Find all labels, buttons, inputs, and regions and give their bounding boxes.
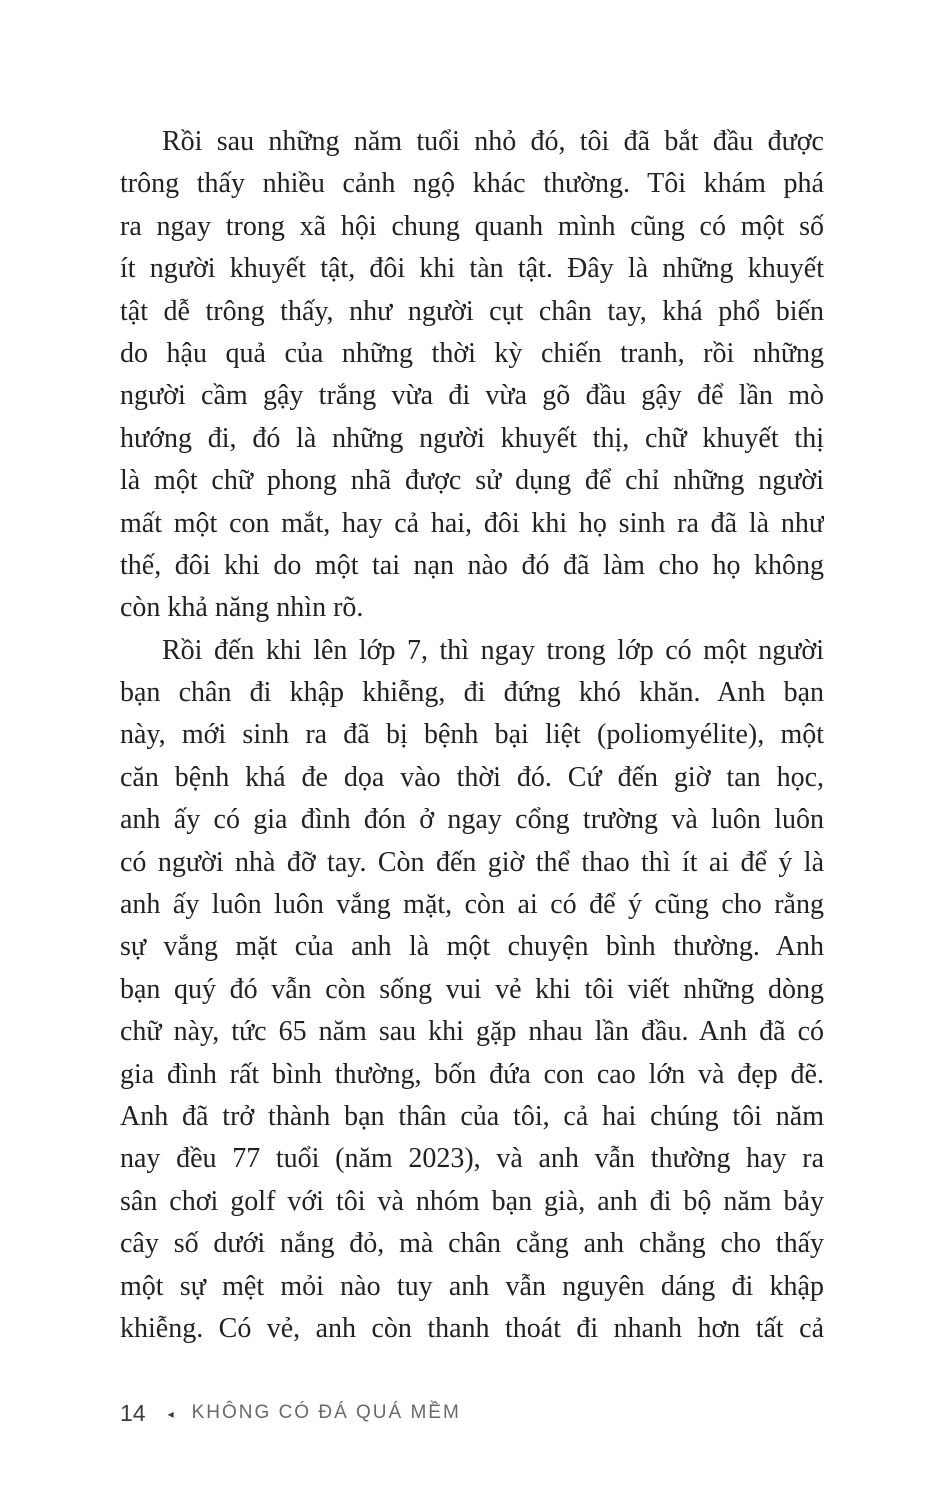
- text-line: ra ngay trong xã hội chung quanh mình cũng có một số: [120, 210, 824, 242]
- text-line: anh ấy có gia đình đón ở ngay cổng trường và luôn luôn: [120, 804, 824, 836]
- text-line: tật dễ trông thấy, như người cụt chân tay, khá phổ biến: [120, 295, 824, 327]
- text-line: mất một con mắt, hay cả hai, đôi khi họ sinh ra đã là như: [120, 507, 824, 539]
- text-line: sự vắng mặt của anh là một chuyện bình thường. Anh: [120, 931, 824, 963]
- text-line: bạn chân đi khập khiễng, đi đứng khó khăn. Anh bạn: [120, 677, 824, 709]
- text-line: này, mới sinh ra đã bị bệnh bại liệt (poliomyélite), một: [120, 719, 824, 751]
- text-line: anh ấy luôn luôn vắng mặt, còn ai có để ý cũng cho rằng: [120, 889, 824, 921]
- text-line: Anh đã trở thành bạn thân của tôi, cả hai chúng tôi năm: [120, 1100, 824, 1132]
- text-line: một sự mệt mỏi nào tuy anh vẫn nguyên dáng đi khập: [120, 1270, 824, 1302]
- page-footer: [120, 1397, 461, 1429]
- text-line: người cầm gậy trắng vừa đi vừa gõ đầu gậy để lần mò: [120, 380, 824, 412]
- text-line: là một chữ phong nhã được sử dụng để chỉ những người: [120, 465, 824, 497]
- body-text: [120, 121, 824, 1350]
- running-title: KHÔNG CÓ ĐÁ QUÁ MỀM: [191, 1402, 461, 1423]
- text-line: hướng đi, đó là những người khuyết thị, chữ khuyết thị: [120, 422, 824, 454]
- text-line: bạn quý đó vẫn còn sống vui vẻ khi tôi viết những dòng: [120, 973, 824, 1005]
- text-line: thế, đôi khi do một tai nạn nào đó đã làm cho họ không: [120, 549, 824, 581]
- left-triangle-icon: ◂: [167, 1407, 174, 1421]
- text-line: khiễng. Có vẻ, anh còn thanh thoát đi nhanh hơn tất cả: [120, 1312, 824, 1344]
- text-line: trông thấy nhiều cảnh ngộ khác thường. Tôi khám phá: [120, 168, 824, 200]
- text-line: gia đình rất bình thường, bốn đứa con cao lớn và đẹp đẽ.: [120, 1058, 824, 1090]
- text-line: cây số dưới nắng đỏ, mà chân cẳng anh chẳng cho thấy: [120, 1228, 824, 1260]
- text-line: Rồi đến khi lên lớp 7, thì ngay trong lớp có một người: [162, 634, 824, 666]
- text-line: sân chơi golf với tôi và nhóm bạn già, anh đi bộ năm bảy: [120, 1185, 824, 1217]
- text-line: căn bệnh khá đe dọa vào thời đó. Cứ đến giờ tan học,: [120, 761, 824, 793]
- text-line: chữ này, tức 65 năm sau khi gặp nhau lần đầu. Anh đã có: [120, 1016, 824, 1048]
- page-number: 14: [120, 1399, 146, 1426]
- text-line: ít người khuyết tật, đôi khi tàn tật. Đây là những khuyết: [120, 253, 824, 285]
- text-line: có người nhà đỡ tay. Còn đến giờ thể thao thì ít ai để ý là: [120, 846, 824, 878]
- text-line: Rồi sau những năm tuổi nhỏ đó, tôi đã bắt đầu được: [162, 126, 824, 157]
- text-line: do hậu quả của những thời kỳ chiến tranh, rồi những: [120, 337, 824, 369]
- text-line: nay đều 77 tuổi (năm 2023), và anh vẫn thường hay ra: [120, 1143, 824, 1175]
- text-line: còn khả năng nhìn rõ.: [120, 592, 364, 624]
